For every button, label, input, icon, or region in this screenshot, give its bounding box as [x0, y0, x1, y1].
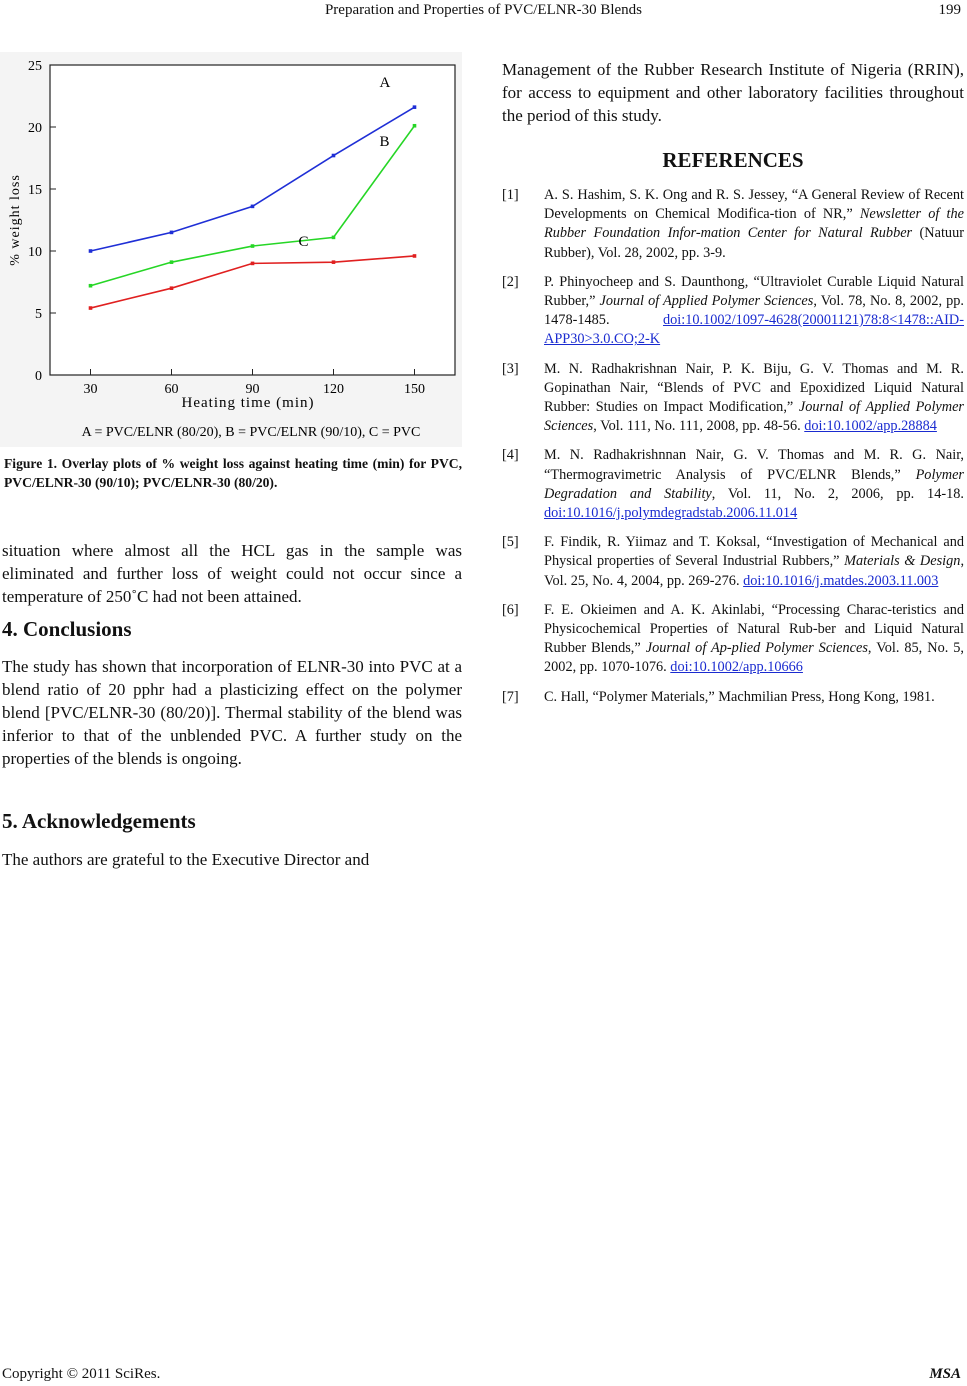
weight-loss-chart — [0, 52, 462, 447]
page-number: 199 — [938, 2, 961, 18]
y-tick-label: 25 — [28, 59, 42, 74]
figure-key: A = PVC/ELNR (80/20), B = PVC/ELNR (90/10), C = PVC — [81, 425, 421, 440]
data-point-B — [251, 244, 255, 248]
x-tick-label: 150 — [404, 382, 425, 397]
reference-source: Journal of Applied Polymer Sciences — [544, 399, 965, 435]
paragraph-acknowledgements: The authors are grateful to the Executive Director and — [2, 850, 370, 869]
reference-source: Newsletter of the Rubber Foundation Infor-mation Center for Natural Rubber — [544, 206, 965, 242]
data-point-B — [413, 124, 417, 128]
y-axis-title: % weight loss — [8, 174, 23, 266]
y-tick-label: 15 — [28, 183, 42, 198]
reference-number: [6] — [502, 601, 519, 618]
reference-item — [502, 446, 964, 523]
data-point-B — [170, 260, 174, 264]
copyright: Copyright © 2011 SciRes. — [2, 1366, 161, 1382]
reference-source: Polymer Degradation and Stability — [544, 466, 964, 502]
reference-list — [502, 186, 964, 717]
data-point-A — [251, 205, 255, 209]
running-head — [0, 0, 967, 30]
reference-authors-title: C. Hall, “Polymer Materials,” Machmilian Press, Hong Kong, 1981. — [544, 688, 935, 705]
reference-number: [5] — [502, 534, 519, 551]
data-point-C — [332, 260, 336, 264]
reference-authors-title: F. E. Okieimen and A. K. Akinlabi, “Processing Charac-teristics and Physicochemical Properties of Natural Rub-ber and Liquid Natural Rubber Blends,” — [544, 601, 964, 657]
reference-details: (Natuur Rubber), Vol. 28, 2002, pp. 3-9. — [544, 225, 964, 261]
reference-details: , Vol. 85, No. 5, 2002, pp. 1070-1076. — [544, 640, 965, 676]
series-label-A: A — [379, 75, 391, 92]
running-title: Preparation and Properties of PVC/ELNR-30 Blends — [324, 2, 643, 18]
reference-details: , Vol. 78, No. 8, 2002, pp. 1478-1485. — [544, 293, 964, 329]
reference-number: [4] — [502, 447, 519, 464]
reference-item — [502, 273, 964, 350]
reference-details: , Vol. 25, No. 4, 2004, pp. 269-276. — [544, 553, 965, 589]
reference-doi-link[interactable]: doi:10.1002/1097-4628(20001121)78:8<1478::AID-APP30>3.0.CO;2-K — [544, 312, 964, 348]
y-tick-label: 10 — [28, 245, 42, 260]
reference-authors-title: P. Phinyocheep and S. Daunthong, “Ultraviolet Curable Liquid Natural Rubber,” — [544, 273, 964, 310]
series-label-B: B — [379, 133, 390, 150]
paragraph-conclusions: The study has shown that incorporation of ELNR-30 into PVC at a blend ratio of 20 pphr had a plasticizing effect on the polymer blend [PVC/ELNR-30 (80/20)]. Thermal stability of the blend was inferior to that of the unblended PVC. A further study on the properties of the blends is ongoing. — [2, 657, 462, 768]
reference-authors-title: M. N. Radhakrishnnan Nair, G. V. Thomas and M. R. G. Nair, “Thermogravimetric Analysis of PVC/ELNR Blends,” — [544, 447, 964, 483]
reference-item — [502, 688, 964, 707]
reference-text — [544, 186, 964, 263]
reference-number: [3] — [502, 360, 519, 377]
reference-item — [502, 533, 964, 591]
x-axis-title: Heating time (min) — [181, 395, 315, 411]
data-point-A — [332, 154, 336, 158]
y-tick-label: 5 — [35, 307, 42, 322]
figure-caption: Figure 1. Overlay plots of % weight loss against heating time (min) for PVC, PVC/ELNR-30 (90/10); PVC/ELNR-30 (80/20). — [4, 456, 462, 490]
reference-authors-title: M. N. Radhakrishnan Nair, P. K. Biju, G. V. Thomas and M. R. Gopinathan Nair, “Blends of PVC and Epoxidized Liquid Natural Rubber: Studies on Impact Modification,” — [544, 360, 964, 416]
data-point-C — [89, 306, 93, 310]
reference-item — [502, 186, 964, 263]
heading-conclusions: 4. Conclusions — [2, 617, 132, 641]
x-tick-label: 120 — [323, 382, 344, 397]
data-point-B — [332, 236, 336, 240]
reference-source: Materials & Design — [844, 553, 961, 570]
heading-acknowledgements: 5. Acknowledgements — [2, 809, 196, 833]
data-point-A — [170, 231, 174, 235]
reference-doi-link[interactable]: doi:10.1002/app.28884 — [804, 418, 937, 435]
data-point-C — [170, 286, 174, 290]
reference-text — [544, 533, 964, 591]
y-tick-label: 20 — [28, 121, 42, 136]
data-point-A — [89, 249, 93, 253]
series-label-C: C — [298, 234, 309, 251]
data-point-C — [413, 254, 417, 258]
reference-source: Journal of Ap-plied Polymer Sciences — [645, 640, 868, 657]
x-tick-label: 90 — [245, 382, 260, 397]
x-tick-label: 30 — [83, 382, 98, 397]
reference-number: [2] — [502, 273, 519, 290]
reference-item — [502, 360, 964, 437]
data-point-B — [89, 284, 93, 288]
reference-text — [544, 360, 964, 437]
reference-number: [7] — [502, 688, 519, 705]
paragraph-results-end: situation where almost all the HCL gas in the sample was eliminated and further loss of weight could not occur since a temperature of 250˚C had not been attained. — [2, 541, 462, 606]
y-tick-label: 0 — [35, 369, 42, 384]
x-tick-label: 60 — [164, 382, 179, 397]
reference-doi-link[interactable]: doi:10.1016/j.polymdegradstab.2006.11.014 — [544, 505, 798, 522]
reference-source: Journal of Applied Polymer Sciences — [599, 293, 814, 310]
reference-doi-link[interactable]: doi:10.1002/app.10666 — [670, 659, 803, 676]
paragraph-acknowledgements-cont: Management of the Rubber Research Institute of Nigeria (RRIN), for access to equipment and other laboratory facilities throughout the period of this study. — [502, 60, 964, 125]
plot-area — [50, 65, 455, 375]
heading-references: REFERENCES — [662, 148, 804, 172]
reference-text — [544, 688, 964, 707]
journal-abbreviation: MSA — [929, 1366, 961, 1382]
reference-details: , Vol. 11, No. 2, 2006, pp. 14-18. — [711, 485, 964, 502]
reference-item — [502, 601, 964, 678]
figure-1 — [0, 52, 462, 447]
page-footer — [0, 1366, 967, 1386]
reference-doi-link[interactable]: doi:10.1016/j.matdes.2003.11.003 — [743, 572, 939, 589]
data-point-A — [413, 105, 417, 109]
reference-text — [544, 446, 964, 523]
reference-text — [544, 273, 964, 350]
reference-authors-title: A. S. Hashim, S. K. Ong and R. S. Jessey, “A General Review of Recent Developments on Chemical Modifica-tion of NR,” — [544, 187, 964, 223]
reference-text — [544, 601, 964, 678]
data-point-C — [251, 262, 255, 266]
reference-details: , Vol. 111, No. 111, 2008, pp. 48-56. — [593, 418, 805, 435]
reference-number: [1] — [502, 187, 519, 203]
reference-authors-title: F. Findik, R. Yiimaz and T. Koksal, “Investigation of Mechanical and Physical properties of Several Industrial Rubbers,” — [544, 534, 964, 570]
